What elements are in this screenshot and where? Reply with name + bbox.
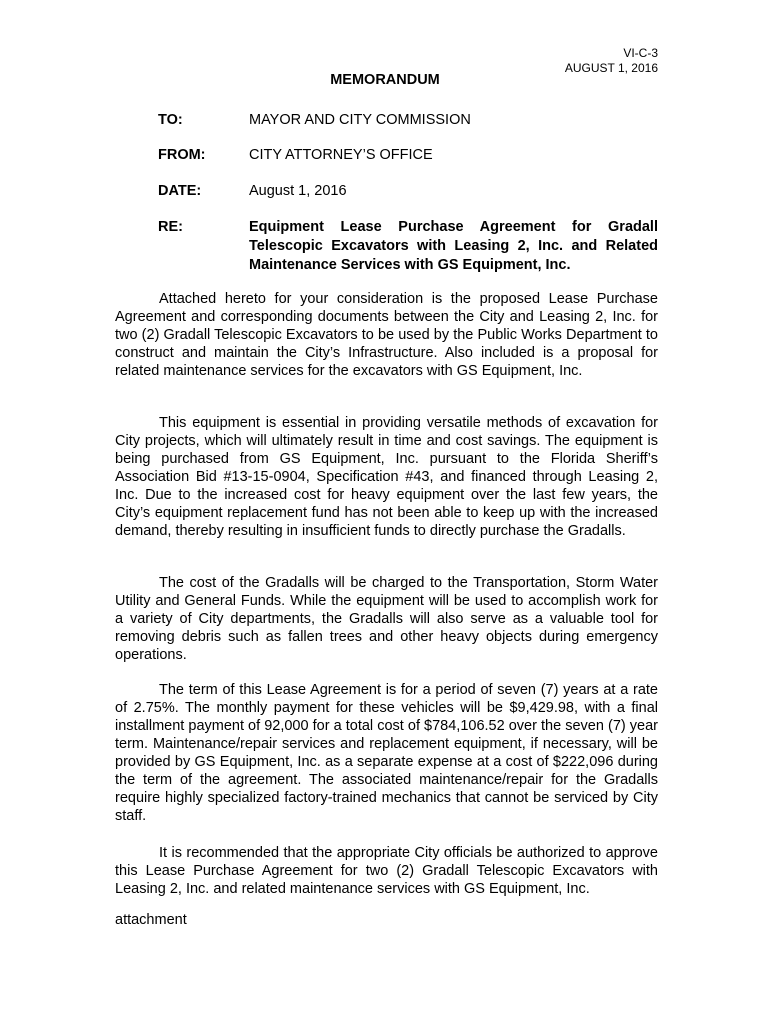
paragraph-3: [115, 574, 658, 664]
from-label: FROM:: [158, 147, 206, 163]
re-value: Equipment Lease Purchase Agreement for Gradall Telescopic Excavators with Leasing 2, Inc. and Related Maintenance Services with GS Equipment, Inc.: [249, 219, 658, 273]
attachment-note: attachment: [115, 912, 187, 928]
to-value: MAYOR AND CITY COMMISSION: [249, 112, 471, 128]
from-value: CITY ATTORNEY’S OFFICE: [249, 147, 433, 163]
reference-date: AUGUST 1, 2016: [564, 61, 658, 75]
paragraph-4: [115, 681, 658, 825]
re-label: RE:: [158, 219, 183, 235]
paragraph-text: The term of this Lease Agreement is for a period of seven (7) years at a rate of 2.75%. The monthly payment for these vehicles will be $9,429.98, with a final installment payment of 92,000 for a total cost of $784,106.52 over the seven (7) year term. Maintenance/repair services and replacement equipment, if necessary, will be provided by GS Equipment, Inc. as a separate expense at a cost of $222,096 during the term of the agreement. The associated maintenance/repair for the Gradalls require highly specialized factory-trained mechanics that cannot be serviced by City staff.: [115, 682, 658, 824]
paragraph-text: Attached hereto for your consideration is the proposed Lease Purchase Agreement and corresponding documents between the City and Leasing 2, Inc. for two (2) Gradall Telescopic Excavators to be used by the Public Works Department to construct and maintain the City’s Infrastructure. Also included is a proposal for related maintenance services for the excavators with GS Equipment, Inc.: [115, 291, 658, 379]
paragraph-text: This equipment is essential in providing versatile methods of excavation for City projects, which will ultimately result in time and cost savings. The equipment is being purchased from GS Equipment, Inc. pursuant to the Florida Sheriff’s Association Bid #13-15-0904, Specification #43, and financed through Leasing 2, Inc. Due to the increased cost for heavy equipment over the last few years, the City’s equipment replacement fund has not been able to keep up with the increased demand, thereby resulting in insufficient funds to directly purchase the Gradalls.: [115, 415, 658, 539]
paragraph-5: [115, 844, 658, 898]
date-label: DATE:: [158, 183, 202, 199]
paragraph-text: The cost of the Gradalls will be charged to the Transportation, Storm Water Utility and General Funds. While the equipment will be used to accomplish work for a variety of City departments, the Gradalls will also serve as a valuable tool for removing debris such as fallen trees and other heavy objects during emergency operations.: [115, 575, 658, 663]
memo-title: MEMORANDUM: [330, 72, 440, 88]
paragraph-1: [115, 290, 658, 380]
to-label: TO:: [158, 112, 183, 128]
paragraph-2: [115, 414, 658, 540]
reference-code: VI-C-3: [623, 46, 658, 60]
paragraph-text: It is recommended that the appropriate City officials be authorized to approve this Lease Purchase Agreement for two (2) Gradall Telescopic Excavators with Leasing 2, Inc. and related maintenance services with GS Equipment, Inc.: [115, 845, 658, 897]
date-value: August 1, 2016: [249, 183, 347, 199]
